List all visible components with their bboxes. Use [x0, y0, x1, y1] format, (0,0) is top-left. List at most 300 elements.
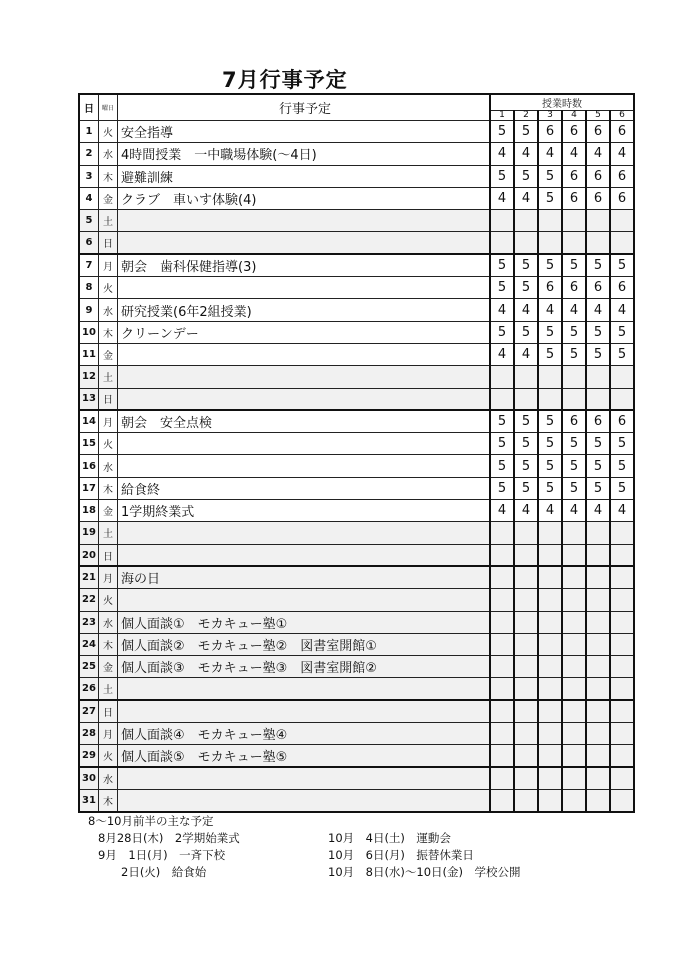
- hours-cell: [586, 678, 610, 700]
- event-cell: [118, 589, 491, 611]
- hours-cell: [490, 745, 514, 767]
- event-cell: [118, 455, 491, 477]
- hours-cell: [610, 767, 634, 789]
- hours-cell: [586, 210, 610, 232]
- hours-cell: 6: [610, 277, 634, 299]
- event-cell: 研究授業(6年2組授業): [118, 299, 491, 321]
- event-cell: 朝会 歯科保健指導(3): [118, 254, 491, 276]
- hours-cell: [538, 232, 562, 254]
- hours-cell: 6: [538, 277, 562, 299]
- hours-cell: [586, 544, 610, 566]
- hours-cell: [490, 388, 514, 410]
- hours-cell: 4: [562, 500, 586, 522]
- table-row: [79, 343, 634, 365]
- hours-cell: 6: [538, 121, 562, 143]
- hours-cell: 5: [586, 433, 610, 455]
- hours-cell: [610, 789, 634, 811]
- table-row: [79, 723, 634, 745]
- hours-cell: 5: [610, 343, 634, 365]
- hours-cell: 5: [538, 254, 562, 276]
- hours-cell: 5: [610, 254, 634, 276]
- event-cell: [118, 210, 491, 232]
- hours-cell: [538, 611, 562, 633]
- weekday-cell: 火: [99, 121, 118, 143]
- weekday-cell: 金: [99, 656, 118, 678]
- hours-cell: [490, 232, 514, 254]
- table-row: [79, 254, 634, 276]
- table-row: [79, 455, 634, 477]
- weekday-cell: 金: [99, 343, 118, 365]
- hours-cell: 5: [490, 477, 514, 499]
- day-cell: 24: [79, 633, 99, 655]
- event-cell: 1学期終業式: [118, 500, 491, 522]
- note-left: 2日(火) 給食始: [98, 865, 207, 879]
- hours-cell: 4: [610, 143, 634, 165]
- weekday-cell: 月: [99, 254, 118, 276]
- hours-cell: [562, 366, 586, 388]
- weekday-cell: 日: [99, 700, 118, 722]
- hours-cell: [610, 522, 634, 544]
- hours-cell: 4: [514, 299, 538, 321]
- notes-heading: 8～10月前半の主な予定: [88, 814, 214, 828]
- weekday-cell: 水: [99, 455, 118, 477]
- hours-cell: [562, 723, 586, 745]
- event-cell: [118, 700, 491, 722]
- hours-cell: [586, 789, 610, 811]
- day-cell: 2: [79, 143, 99, 165]
- hours-cell: 4: [514, 343, 538, 365]
- day-cell: 5: [79, 210, 99, 232]
- event-cell: [118, 388, 491, 410]
- hours-cell: [514, 388, 538, 410]
- hours-cell: 5: [586, 321, 610, 343]
- event-cell: 避難訓練: [118, 165, 491, 187]
- hours-cell: 5: [514, 277, 538, 299]
- table-row: [79, 589, 634, 611]
- hours-cell: 4: [514, 500, 538, 522]
- table-row: [79, 433, 634, 455]
- hours-cell: [586, 633, 610, 655]
- table-row: [79, 477, 634, 499]
- table-row: [79, 700, 634, 722]
- day-cell: 23: [79, 611, 99, 633]
- header-period: 4: [562, 111, 586, 121]
- hours-cell: [514, 589, 538, 611]
- hours-cell: 6: [586, 187, 610, 209]
- note-line: [98, 847, 521, 864]
- event-cell: 給食終: [118, 477, 491, 499]
- hours-cell: [490, 633, 514, 655]
- hours-cell: 5: [514, 321, 538, 343]
- hours-cell: [538, 589, 562, 611]
- event-cell: クリーンデー: [118, 321, 491, 343]
- day-cell: 14: [79, 410, 99, 432]
- hours-cell: [514, 633, 538, 655]
- hours-cell: 6: [586, 165, 610, 187]
- hours-cell: 5: [538, 321, 562, 343]
- header-period: 1: [490, 111, 514, 121]
- day-cell: 30: [79, 767, 99, 789]
- header-period: 5: [586, 111, 610, 121]
- day-cell: 17: [79, 477, 99, 499]
- note-line: [98, 864, 521, 881]
- hours-cell: 5: [610, 455, 634, 477]
- weekday-cell: 日: [99, 232, 118, 254]
- table-row: [79, 143, 634, 165]
- hours-cell: [586, 232, 610, 254]
- hours-cell: 4: [490, 187, 514, 209]
- hours-cell: [562, 611, 586, 633]
- weekday-cell: 日: [99, 388, 118, 410]
- hours-cell: [490, 789, 514, 811]
- hours-cell: 6: [610, 165, 634, 187]
- weekday-cell: 水: [99, 767, 118, 789]
- hours-cell: 5: [490, 277, 514, 299]
- hours-cell: 5: [490, 433, 514, 455]
- day-cell: 16: [79, 455, 99, 477]
- hours-cell: 4: [610, 500, 634, 522]
- hours-cell: [586, 589, 610, 611]
- note-right: 10月 8日(水)～10日(金) 学校公開: [328, 865, 521, 879]
- hours-cell: 4: [538, 299, 562, 321]
- event-cell: [118, 277, 491, 299]
- schedule-table: [78, 93, 635, 813]
- table-row: [79, 210, 634, 232]
- event-cell: 個人面談⑤ モカキュー塾⑤: [118, 745, 491, 767]
- hours-cell: 5: [562, 455, 586, 477]
- hours-cell: [610, 633, 634, 655]
- hours-cell: [586, 745, 610, 767]
- day-cell: 7: [79, 254, 99, 276]
- weekday-cell: 火: [99, 277, 118, 299]
- hours-cell: 5: [538, 455, 562, 477]
- hours-cell: [490, 366, 514, 388]
- hours-cell: [562, 700, 586, 722]
- hours-cell: [490, 723, 514, 745]
- hours-cell: [562, 789, 586, 811]
- hours-cell: 5: [562, 321, 586, 343]
- hours-cell: [490, 589, 514, 611]
- hours-cell: 4: [538, 143, 562, 165]
- hours-cell: [586, 767, 610, 789]
- hours-cell: [538, 210, 562, 232]
- hours-cell: [514, 232, 538, 254]
- hours-cell: [562, 633, 586, 655]
- weekday-cell: 月: [99, 723, 118, 745]
- header-weekday: 曜日: [99, 94, 118, 121]
- event-cell: [118, 232, 491, 254]
- note-right: 10月 6日(月) 振替休業日: [328, 848, 474, 862]
- hours-cell: 5: [562, 477, 586, 499]
- weekday-cell: 月: [99, 566, 118, 588]
- table-row: [79, 544, 634, 566]
- hours-cell: 6: [586, 277, 610, 299]
- hours-cell: [514, 723, 538, 745]
- hours-cell: [490, 678, 514, 700]
- day-cell: 12: [79, 366, 99, 388]
- hours-cell: 6: [562, 410, 586, 432]
- hours-cell: 6: [562, 165, 586, 187]
- hours-cell: 5: [490, 455, 514, 477]
- hours-cell: [490, 700, 514, 722]
- hours-cell: [490, 656, 514, 678]
- hours-cell: 5: [586, 455, 610, 477]
- day-cell: 6: [79, 232, 99, 254]
- note-left: 8月28日(木) 2学期始業式: [98, 831, 240, 845]
- day-cell: 19: [79, 522, 99, 544]
- table-row: [79, 366, 634, 388]
- hours-cell: [514, 566, 538, 588]
- event-cell: 安全指導: [118, 121, 491, 143]
- event-cell: クラブ 車いす体験(4): [118, 187, 491, 209]
- hours-cell: [538, 366, 562, 388]
- hours-cell: 4: [586, 299, 610, 321]
- table-row: [79, 789, 634, 811]
- page-title: 7月行事予定: [222, 68, 348, 92]
- hours-cell: [562, 656, 586, 678]
- hours-cell: 5: [586, 343, 610, 365]
- hours-cell: [514, 767, 538, 789]
- hours-cell: [562, 544, 586, 566]
- event-cell: [118, 544, 491, 566]
- hours-cell: 4: [490, 143, 514, 165]
- weekday-cell: 日: [99, 544, 118, 566]
- event-cell: [118, 433, 491, 455]
- hours-cell: [586, 388, 610, 410]
- hours-cell: [514, 656, 538, 678]
- hours-cell: [586, 366, 610, 388]
- hours-cell: 4: [562, 143, 586, 165]
- hours-cell: [538, 522, 562, 544]
- hours-cell: 6: [610, 410, 634, 432]
- weekday-cell: 火: [99, 745, 118, 767]
- hours-cell: [586, 566, 610, 588]
- weekday-cell: 水: [99, 299, 118, 321]
- hours-cell: 4: [514, 187, 538, 209]
- table-row: [79, 277, 634, 299]
- hours-cell: 6: [586, 121, 610, 143]
- day-cell: 20: [79, 544, 99, 566]
- hours-cell: [610, 656, 634, 678]
- day-cell: 3: [79, 165, 99, 187]
- table-row: [79, 522, 634, 544]
- day-cell: 27: [79, 700, 99, 722]
- hours-cell: 4: [610, 299, 634, 321]
- note-left: 9月 1日(月) 一斉下校: [98, 848, 226, 862]
- weekday-cell: 土: [99, 366, 118, 388]
- header-hours: 授業時数: [490, 94, 634, 111]
- event-cell: 個人面談④ モカキュー塾④: [118, 723, 491, 745]
- hours-cell: [562, 566, 586, 588]
- table-row: [79, 187, 634, 209]
- hours-cell: [514, 366, 538, 388]
- hours-cell: [538, 767, 562, 789]
- hours-cell: 5: [490, 410, 514, 432]
- weekday-cell: 木: [99, 477, 118, 499]
- hours-cell: [610, 678, 634, 700]
- hours-cell: [514, 210, 538, 232]
- hours-cell: 5: [490, 165, 514, 187]
- day-cell: 11: [79, 343, 99, 365]
- weekday-cell: 土: [99, 522, 118, 544]
- weekday-cell: 木: [99, 165, 118, 187]
- table-row: [79, 299, 634, 321]
- hours-cell: 5: [586, 477, 610, 499]
- hours-cell: 5: [490, 254, 514, 276]
- day-cell: 28: [79, 723, 99, 745]
- table-row: [79, 745, 634, 767]
- hours-cell: 6: [610, 187, 634, 209]
- hours-cell: [514, 678, 538, 700]
- hours-cell: 5: [538, 477, 562, 499]
- hours-cell: [562, 210, 586, 232]
- event-cell: [118, 343, 491, 365]
- event-cell: 個人面談② モカキュー塾② 図書室開館①: [118, 633, 491, 655]
- event-cell: 個人面談① モカキュー塾①: [118, 611, 491, 633]
- hours-cell: 6: [610, 121, 634, 143]
- table-row: [79, 656, 634, 678]
- table-row: [79, 566, 634, 588]
- hours-cell: [610, 366, 634, 388]
- hours-cell: [562, 678, 586, 700]
- hours-cell: 4: [538, 500, 562, 522]
- hours-cell: 5: [538, 187, 562, 209]
- hours-cell: [562, 745, 586, 767]
- hours-cell: 4: [514, 143, 538, 165]
- event-cell: 海の日: [118, 566, 491, 588]
- weekday-cell: 木: [99, 321, 118, 343]
- day-cell: 25: [79, 656, 99, 678]
- hours-cell: [514, 611, 538, 633]
- day-cell: 22: [79, 589, 99, 611]
- table-row: [79, 121, 634, 143]
- hours-cell: [514, 522, 538, 544]
- day-cell: 29: [79, 745, 99, 767]
- event-cell: [118, 366, 491, 388]
- weekday-cell: 水: [99, 143, 118, 165]
- hours-cell: 5: [538, 343, 562, 365]
- weekday-cell: 金: [99, 187, 118, 209]
- hours-cell: 4: [586, 500, 610, 522]
- hours-cell: 4: [490, 299, 514, 321]
- hours-cell: [514, 745, 538, 767]
- table-row: [79, 321, 634, 343]
- hours-cell: 5: [562, 343, 586, 365]
- hours-cell: [538, 745, 562, 767]
- table-row: [79, 232, 634, 254]
- hours-cell: [586, 522, 610, 544]
- event-cell: [118, 522, 491, 544]
- hours-cell: 6: [562, 121, 586, 143]
- hours-cell: [514, 700, 538, 722]
- hours-cell: 6: [562, 277, 586, 299]
- hours-cell: [538, 388, 562, 410]
- hours-cell: [562, 589, 586, 611]
- weekday-cell: 水: [99, 611, 118, 633]
- table-row: [79, 767, 634, 789]
- weekday-cell: 木: [99, 789, 118, 811]
- hours-cell: 5: [586, 254, 610, 276]
- hours-cell: 5: [514, 410, 538, 432]
- table-row: [79, 165, 634, 187]
- hours-cell: [538, 633, 562, 655]
- hours-cell: [490, 544, 514, 566]
- hours-cell: [562, 522, 586, 544]
- header-period: 3: [538, 111, 562, 121]
- weekday-cell: 火: [99, 433, 118, 455]
- hours-cell: 5: [490, 121, 514, 143]
- day-cell: 9: [79, 299, 99, 321]
- hours-cell: [490, 566, 514, 588]
- hours-cell: [610, 723, 634, 745]
- table-row: [79, 388, 634, 410]
- hours-cell: [538, 566, 562, 588]
- hours-cell: [562, 767, 586, 789]
- hours-cell: [490, 210, 514, 232]
- hours-cell: [490, 611, 514, 633]
- hours-cell: 4: [586, 143, 610, 165]
- table-row: [79, 611, 634, 633]
- hours-cell: [586, 723, 610, 745]
- hours-cell: [562, 388, 586, 410]
- hours-cell: 5: [490, 321, 514, 343]
- weekday-cell: 土: [99, 210, 118, 232]
- hours-cell: 4: [490, 500, 514, 522]
- weekday-cell: 火: [99, 589, 118, 611]
- hours-cell: [610, 232, 634, 254]
- hours-cell: [586, 700, 610, 722]
- weekday-cell: 木: [99, 633, 118, 655]
- hours-cell: [538, 789, 562, 811]
- table-row: [79, 410, 634, 432]
- hours-cell: [610, 388, 634, 410]
- day-cell: 13: [79, 388, 99, 410]
- event-cell: 4時間授業 一中職場体験(～4日): [118, 143, 491, 165]
- day-cell: 21: [79, 566, 99, 588]
- event-cell: 朝会 安全点検: [118, 410, 491, 432]
- event-cell: [118, 678, 491, 700]
- hours-cell: 5: [514, 477, 538, 499]
- hours-cell: [538, 678, 562, 700]
- hours-cell: 6: [586, 410, 610, 432]
- hours-cell: 4: [490, 343, 514, 365]
- hours-cell: 4: [562, 299, 586, 321]
- hours-cell: [538, 544, 562, 566]
- event-cell: 個人面談③ モカキュー塾③ 図書室開館②: [118, 656, 491, 678]
- hours-cell: [610, 611, 634, 633]
- day-cell: 4: [79, 187, 99, 209]
- note-line: [98, 830, 521, 847]
- hours-cell: 5: [562, 433, 586, 455]
- hours-cell: 5: [514, 121, 538, 143]
- hours-cell: [490, 522, 514, 544]
- hours-cell: 5: [610, 321, 634, 343]
- hours-cell: [586, 611, 610, 633]
- weekday-cell: 金: [99, 500, 118, 522]
- hours-cell: 5: [610, 433, 634, 455]
- day-cell: 31: [79, 789, 99, 811]
- hours-cell: [610, 566, 634, 588]
- day-cell: 15: [79, 433, 99, 455]
- day-cell: 26: [79, 678, 99, 700]
- hours-cell: [538, 723, 562, 745]
- hours-cell: 5: [538, 165, 562, 187]
- header-day: 日: [79, 94, 99, 121]
- hours-cell: [586, 656, 610, 678]
- weekday-cell: 月: [99, 410, 118, 432]
- hours-cell: [538, 656, 562, 678]
- header-period: 2: [514, 111, 538, 121]
